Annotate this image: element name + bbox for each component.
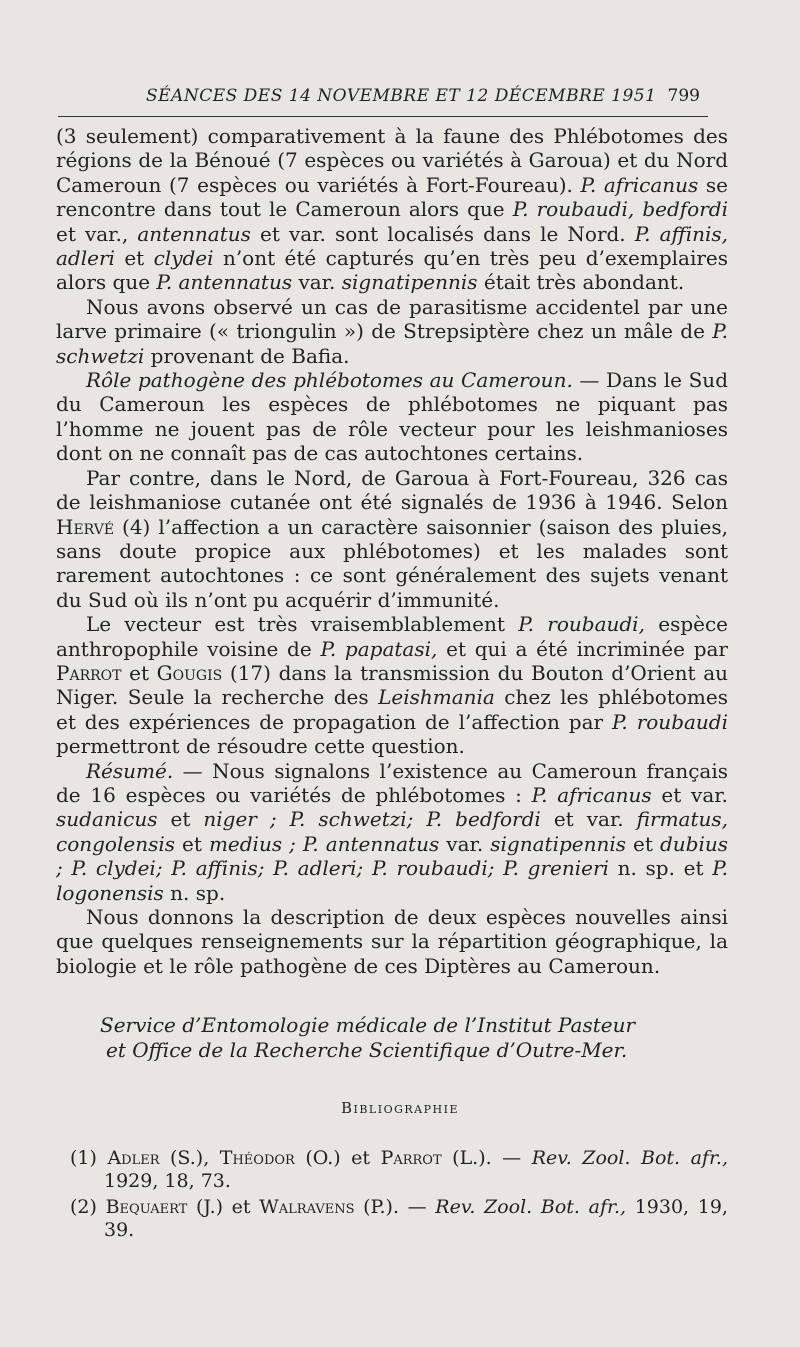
italic-run: antennatus bbox=[137, 221, 251, 246]
text-run: (4) l’affection a un caractère saisonnier (saison des pluies, sans doute propice aux phlébotomes) et les malades sont rarement autochtones : ce sont généralement des sujets venant du Sud où ils n’ont pu acquérir d’immunité. bbox=[56, 514, 728, 612]
italic-run: P. roubaudi, bbox=[518, 612, 645, 637]
paragraph bbox=[56, 295, 728, 368]
text-run: provenant de Bafia. bbox=[144, 343, 350, 368]
text-run: et var., bbox=[56, 221, 138, 246]
text-run: et bbox=[114, 246, 154, 271]
paragraph bbox=[56, 612, 728, 758]
paragraph bbox=[56, 466, 728, 612]
text-run: Par contre, dans le Nord, de Garoua à Fort-Foureau, 326 cas de leishmaniose cutanée ont été signalés de 1936 à 1946. Selon bbox=[56, 465, 728, 515]
header-title: SÉANCES DES 14 NOVEMBRE ET 12 DÉCEMBRE 1951 bbox=[146, 86, 657, 106]
italic-run: Résumé. bbox=[86, 758, 174, 783]
italic-run: signatipennis bbox=[341, 270, 478, 295]
affiliation-line: et Office de la Recherche Scientifique d’Outre-Mer. bbox=[106, 1038, 628, 1062]
italic-run: sudanicus bbox=[56, 807, 158, 832]
italic-run: P. africanus bbox=[580, 172, 699, 197]
paragraph bbox=[56, 905, 728, 978]
text-run: espèce anthropophile voisine de bbox=[56, 612, 729, 661]
italic-run: Rev. Zool. Bot. afr., bbox=[435, 1196, 627, 1218]
text-run: et bbox=[121, 660, 157, 685]
text-run: (J.) et bbox=[187, 1196, 260, 1218]
text-run: Nous avons observé un cas de parasitisme accidentel par une larve primaire (« triongulin ») de Strepsiptère chez un mâle de bbox=[56, 294, 728, 344]
text-run: var. bbox=[439, 831, 491, 856]
italic-run: P. logonensis bbox=[56, 856, 728, 905]
text-run: (S.), bbox=[159, 1147, 220, 1169]
text-run: et qui a été incriminée par bbox=[437, 636, 728, 661]
italic-run: Leishmania bbox=[378, 685, 495, 710]
author-name: Théodor bbox=[219, 1147, 295, 1169]
text-run: (O.) et bbox=[294, 1147, 381, 1169]
text-run: (1) bbox=[70, 1147, 108, 1169]
author-name: Bequaert bbox=[105, 1196, 188, 1218]
text-run: n. sp. et bbox=[608, 856, 713, 881]
author-name: Adler bbox=[107, 1147, 160, 1169]
italic-run: firmatus, congolensis bbox=[56, 807, 728, 856]
bibliography-heading: Bibliographie bbox=[340, 1099, 459, 1117]
italic-run: signatipennis bbox=[490, 831, 627, 856]
affiliation-signature bbox=[100, 1013, 728, 1063]
text-run: (L.). — bbox=[441, 1147, 532, 1169]
text-run: (3 seulement) comparativement à la faune des Phlébotomes des régions de la Bénoué (7 espèces ou variétés à Garoua) et du Nord Cameroun (7 espèces ou variétés à Fort-Foureau). bbox=[56, 124, 728, 197]
paragraph bbox=[56, 368, 728, 466]
text-run: 1930, 19, 39. bbox=[104, 1196, 728, 1241]
text-run: 1929, 18, 73. bbox=[104, 1170, 231, 1192]
italic-run: clydei bbox=[153, 246, 214, 271]
affiliation-line: Service d’Entomologie médicale de l’Institut Pasteur bbox=[100, 1013, 636, 1037]
text-run: et var. bbox=[651, 782, 729, 807]
bibliography-entry bbox=[70, 1196, 728, 1242]
text-run: — Dans le Sud du Cameroun les espèces de phlébotomes ne piquant pas l’homme ne jouent pas de rôle vecteur pour les leishmanioses dont on ne connaît pas de cas autochtones certains. bbox=[56, 368, 728, 466]
italic-run: P. antennatus bbox=[156, 270, 293, 295]
text-run: n. sp. bbox=[163, 880, 226, 905]
author-name: Hervé bbox=[56, 514, 115, 539]
text-run: était très abondant. bbox=[477, 270, 685, 295]
text-run: Le vecteur est très vraisemblablement bbox=[86, 612, 519, 637]
text-run: (2) bbox=[70, 1196, 106, 1218]
author-name: Walravens bbox=[259, 1196, 355, 1218]
text-run: — Nous signalons l’existence au Cameroun français de 16 espèces ou variétés de phlébotomes : bbox=[56, 758, 728, 807]
text-run: n’ont été capturés qu’en très peu d’exemplaires alors que bbox=[56, 246, 728, 295]
text-run: et bbox=[157, 807, 204, 832]
page-number: 799 bbox=[667, 86, 700, 106]
text-run: et bbox=[175, 831, 209, 856]
author-name: Gougis bbox=[156, 660, 223, 685]
italic-run: medius ; P. antennatus bbox=[208, 831, 440, 856]
italic-run: dubius ; P. clydei; P. affinis; P. adleri; P. roubaudi; P. grenieri bbox=[56, 831, 728, 881]
italic-run: Rôle pathogène des phlébotomes au Cameroun. bbox=[86, 368, 573, 393]
italic-run: P. roubaudi, bedfordi bbox=[512, 197, 728, 222]
italic-run: P. schwetzi bbox=[56, 319, 728, 368]
text-run: chez les phlébotomes et des expériences de propagation de l’affection par bbox=[56, 685, 728, 734]
text-run: permettront de résoudre cette question. bbox=[56, 734, 465, 759]
text-run: et var. sont localisés dans le Nord. bbox=[250, 221, 635, 246]
bibliography-list bbox=[70, 1147, 728, 1245]
italic-run: Rev. Zool. Bot. afr., bbox=[531, 1147, 729, 1169]
paragraph bbox=[56, 124, 728, 295]
text-run: var. bbox=[292, 270, 342, 295]
italic-run: P. affinis, adleri bbox=[56, 221, 729, 271]
italic-run: P. roubaudi bbox=[612, 709, 728, 734]
author-name: Parrot bbox=[56, 660, 122, 685]
text-run: et var. bbox=[540, 807, 637, 832]
italic-run: P. papatasi, bbox=[320, 636, 438, 661]
bibliography-entry bbox=[70, 1147, 728, 1193]
author-name: Parrot bbox=[380, 1147, 442, 1169]
text-run: et bbox=[626, 831, 660, 856]
text-run: Nous donnons la description de deux espèces nouvelles ainsi que quelques renseignements sur la répartition géographique, la biologie et le rôle pathogène de ces Diptères au Cameroun. bbox=[56, 905, 728, 978]
running-header bbox=[58, 86, 708, 117]
text-run: (P.). — bbox=[354, 1196, 436, 1218]
text-run: se rencontre dans tout le Cameroun alors que bbox=[56, 172, 728, 222]
body-text bbox=[56, 124, 728, 978]
italic-run: P. africanus bbox=[531, 782, 652, 807]
italic-run: niger ; P. schwetzi; P. bedfordi bbox=[203, 807, 541, 832]
paragraph bbox=[56, 759, 728, 905]
text-run: (17) dans la transmission du Bouton d’Orient au Niger. Seule la recherche des bbox=[56, 660, 728, 710]
